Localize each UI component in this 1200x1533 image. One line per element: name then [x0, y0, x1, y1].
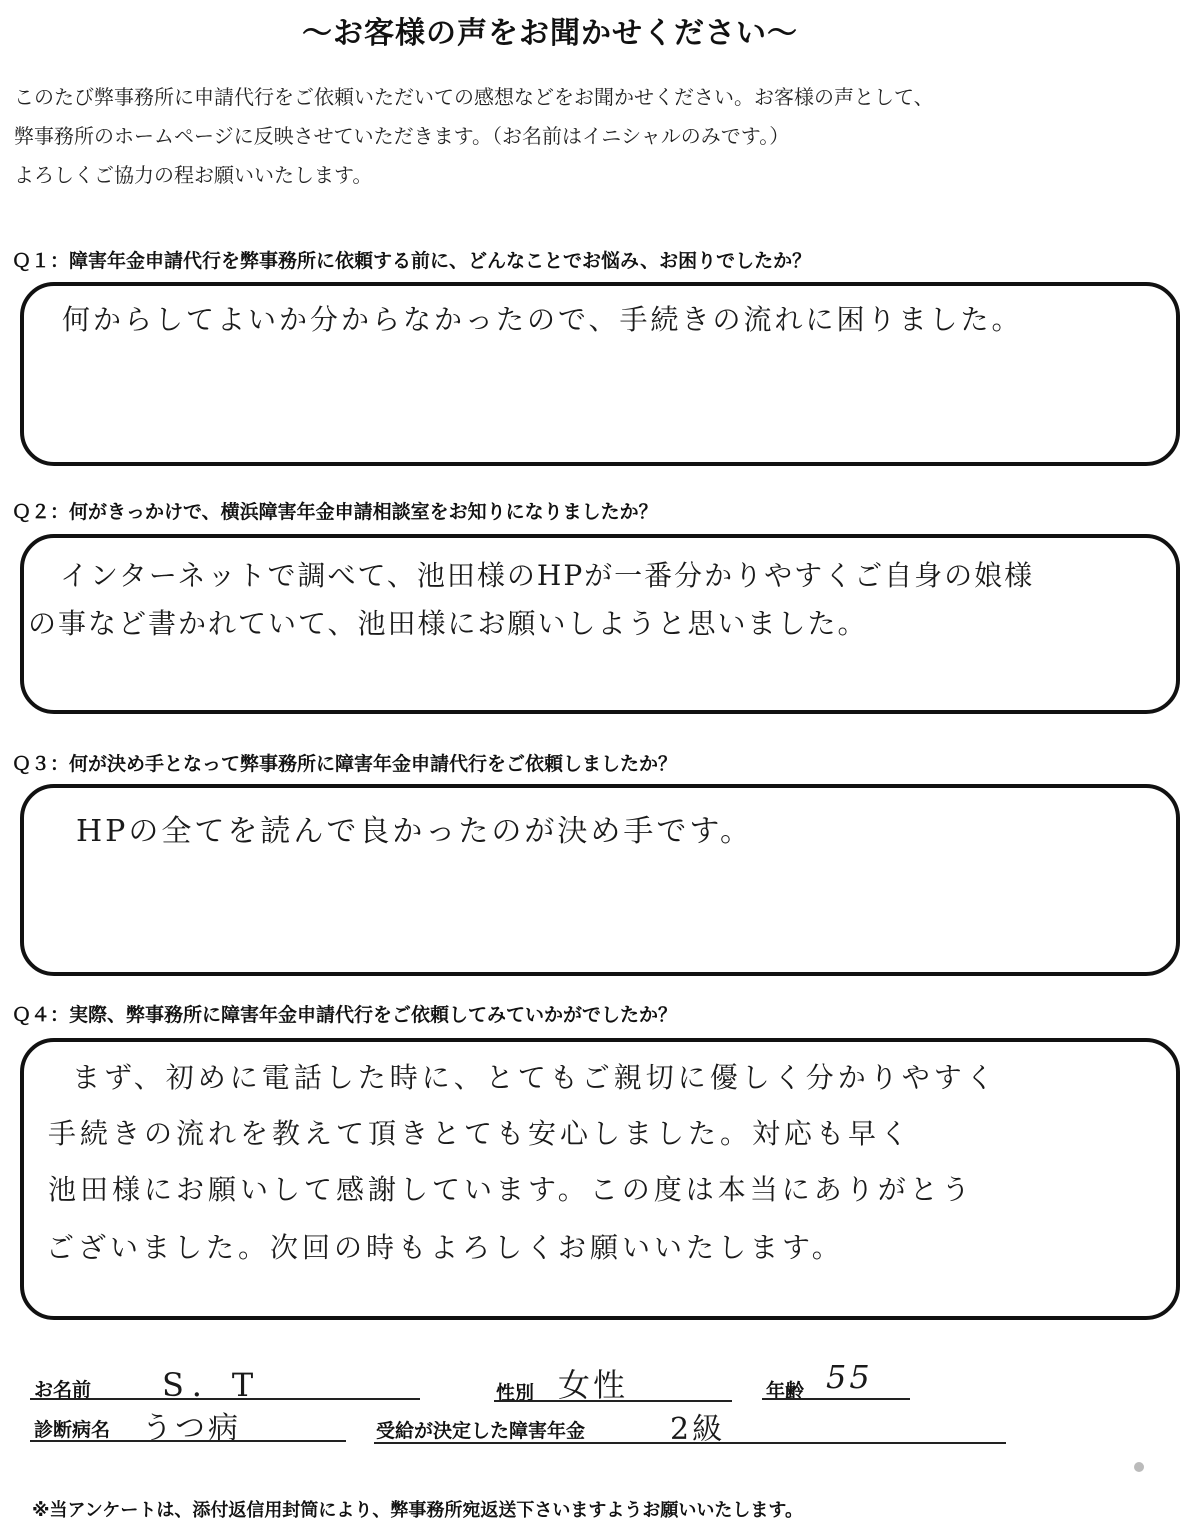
question-4-label: Ｑ４：実際、弊事務所に障害年金申請代行をご依頼してみていかがでしたか？ — [12, 1004, 678, 1026]
name-value: S．T — [162, 1366, 262, 1404]
question-2-label: Ｑ２：何がきっかけで、横浜障害年金申請相談室をお知りになりましたか？ — [12, 501, 658, 523]
answer-4-line: 池田様にお願いして感謝しています。この度は本当にありがとう — [48, 1173, 974, 1206]
scan-speck — [1134, 1462, 1144, 1472]
answer-4-line: 手続きの流れを教えて頂きとても安心しました。対応も早く — [48, 1117, 913, 1150]
intro-text — [14, 78, 1164, 195]
age-underline — [762, 1398, 910, 1400]
diagnosis-value: うつ病 — [142, 1411, 241, 1446]
intro-line: このたび弊事務所に申請代行をご依頼いただいての感想などをお聞かせください。お客様の声として、 — [14, 85, 934, 109]
answer-3-line: HPの全てを読んで良かったのが決め手です。 — [76, 814, 753, 849]
answer-box-3 — [20, 784, 1180, 976]
diagnosis-underline — [30, 1440, 346, 1442]
name-label: お名前 — [34, 1379, 92, 1401]
intro-line: よろしくご協力の程お願いいたします。 — [14, 163, 373, 187]
answer-box-2 — [20, 534, 1180, 714]
gender-underline — [494, 1400, 732, 1402]
age-value: 55 — [826, 1358, 873, 1396]
pension-value: 2級 — [670, 1412, 726, 1447]
pension-underline — [374, 1442, 1006, 1444]
gender-label: 性別 — [496, 1382, 535, 1404]
answer-4-line: まず、初めに電話した時に、とてもご親切に優しく分かりやすく — [72, 1061, 998, 1094]
answer-2-line: インターネットで調べて、池田様のHPが一番分かりやすくご自身の娘様 — [60, 559, 1035, 592]
gender-value: 女性 — [558, 1366, 629, 1404]
answer-2-line: の事など書かれていて、池田様にお願いしようと思いました。 — [28, 607, 868, 640]
question-1-label: Ｑ１：障害年金申請代行を弊事務所に依頼する前に、どんなことでお悩み、お困りでしたか？ — [12, 250, 812, 272]
answer-box-1 — [20, 282, 1180, 466]
page-title: ～お客様の声をお聞かせください～ — [302, 16, 798, 51]
answer-box-4 — [20, 1038, 1180, 1320]
answer-4-line: ございました。次回の時もよろしくお願いいたします。 — [46, 1231, 844, 1264]
intro-line: 弊事務所のホームページに反映させていただきます。（お名前はイニシャルのみです。） — [14, 124, 790, 148]
pension-label: 受給が決定した障害年金 — [376, 1420, 586, 1442]
diagnosis-label: 診断病名 — [34, 1419, 111, 1441]
footer-note: ※当アンケートは、添付返信用封筒により、弊事務所宛返送下さいますようお願いいたします。 — [32, 1500, 803, 1521]
answer-1-line: 何からしてよいか分からなかったので、手続きの流れに困りました。 — [62, 303, 1023, 336]
question-3-label: Ｑ３：何が決め手となって弊事務所に障害年金申請代行をご依頼しましたか？ — [12, 753, 678, 775]
age-label: 年齢 — [766, 1380, 805, 1402]
name-underline — [30, 1398, 420, 1400]
